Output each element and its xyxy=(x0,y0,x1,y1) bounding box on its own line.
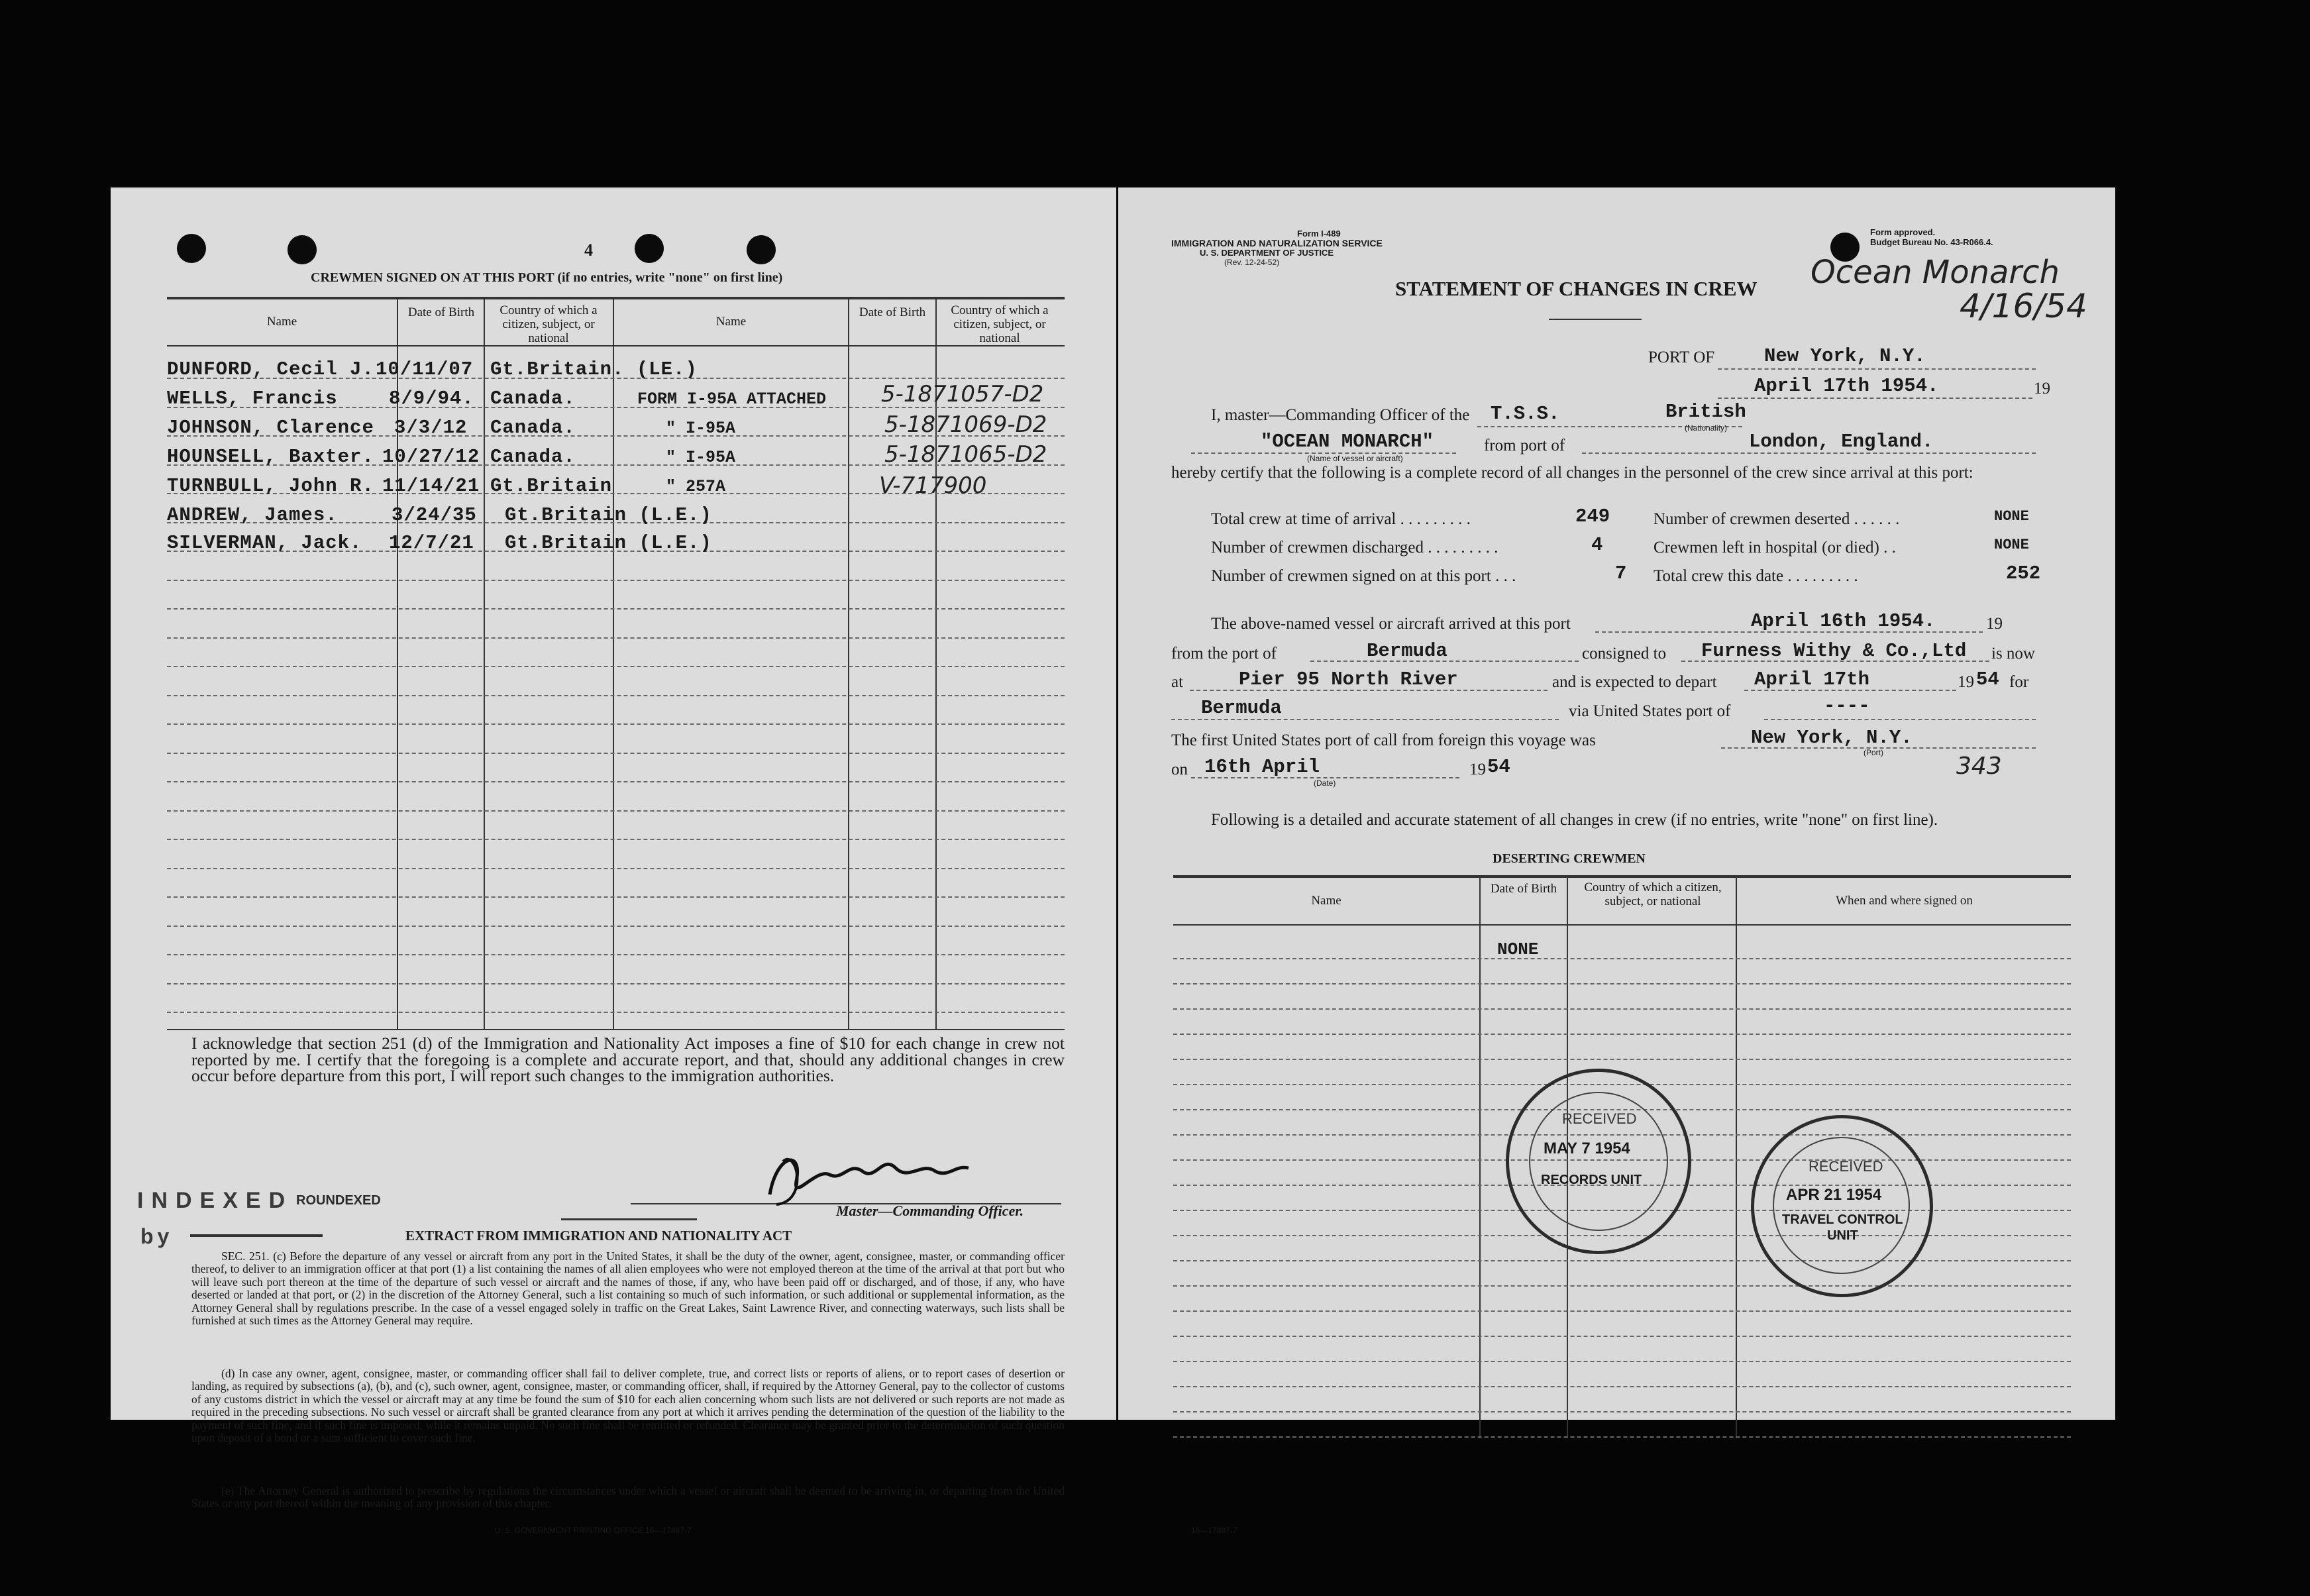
extract-title: EXTRACT FROM IMMIGRATION AND NATIONALITY ACT xyxy=(405,1228,792,1244)
fill-line xyxy=(1744,690,1956,691)
desert-col-name: Name xyxy=(1311,894,1341,908)
report-date-suffix: 19 xyxy=(2034,380,2050,398)
crew-row-name: SILVERMAN, Jack. xyxy=(167,532,362,554)
crew-row-country: Gt.Britain (L.E.) xyxy=(505,504,712,526)
stamp-unit: TRAVEL CONTROL xyxy=(1782,1212,1903,1227)
extract-sec-c: SEC. 251. (c) Before the departure of any vessel or aircraft from any port in the United States, it shall be the duty of the owner, agent, consignee, master, or commanding officer thereof, to deliver to an immigration officer at that port (1) a list containing the names of all alien employees who were not employed thereon at the time of the arrival at that port but who will leave such port thereon at the time of the departure of such vessel or aircraft and the names of those, if any, who have been paid off or discharged, and of those, if any, who have deserted or landed at that port, or (2) in the discretion of the Attorney General, such a list containing so much of such information, or such additional or supplemental information, as the Attorney General shall by regulations prescribe. In the case of a vessel engaged solely in traffic on the Great Lakes, Saint Lawrence River, and connecting waterways, such lists shall be furnished at such times as the Attorney General may require. xyxy=(191,1250,1065,1328)
form-number: Form I-489 xyxy=(1297,229,1341,239)
handwritten-number: V-717900 xyxy=(879,472,987,499)
arrived-value: April 16th 1954. xyxy=(1751,610,1936,632)
punch-hole xyxy=(747,235,776,264)
crew-row-dob: 11/14/21 xyxy=(382,475,480,497)
form-title: STATEMENT OF CHANGES IN CREW xyxy=(1395,277,1758,300)
crew-row-dob: 10/11/07 xyxy=(376,358,474,380)
table-header-border xyxy=(167,345,1065,346)
crew-row-country: Canada. xyxy=(490,446,576,468)
from-the-port-label: from the port of xyxy=(1171,645,1277,663)
fill-line xyxy=(1595,631,1983,633)
punch-hole xyxy=(288,235,317,264)
vessel-caption: (Name of vessel or aircraft) xyxy=(1307,454,1403,463)
fill-line xyxy=(1190,690,1548,691)
rule-line xyxy=(1173,1361,2071,1362)
rule-line xyxy=(1173,1411,2071,1412)
extract-sec-d: (d) In case any owner, agent, consignee, master, or commanding officer shall fail to deliver complete, true, and correct lists or reports of aliens, or to report cases of desertion or landing, as required by subsections (a), (b), and (c), such owner, agent, consignee, master, or commanding officer, shall, if required by the Attorney General, pay to the collector of customs of any customs district in which the vessel or aircraft may at any time be found the sum of $10 for each alien concerning whom such lists are not delivered or such reports are not made as required in the preceding subsections. No such vessel or aircraft shall be granted clearance from any port at which it arrives pending the determination of the question of the liability to the payment of such fine, and if such fine is imposed, while it remains unpaid. No such fine shall be remitted or refunded. Clearance may be granted prior to the determination of such question upon deposit of a bond or a sum sufficient to cover such fine. xyxy=(191,1367,1065,1445)
rule-line xyxy=(1173,1386,2071,1387)
col-header-name-2: Name xyxy=(715,315,747,329)
handwritten-number: 5-1871065-D2 xyxy=(884,441,1047,468)
stamp-unit: RECORDS UNIT xyxy=(1541,1173,1642,1187)
rule-line xyxy=(167,637,1065,639)
via-value: ---- xyxy=(1824,695,1870,717)
rule-line xyxy=(1173,1310,2071,1312)
from-port-label: from port of xyxy=(1484,437,1565,454)
crew-row-note: " I-95A xyxy=(666,419,736,438)
rule-line xyxy=(167,695,1065,696)
on-year-prefix: 19 xyxy=(1469,761,1486,778)
for-value: Bermuda xyxy=(1201,697,1282,719)
at-value: Pier 95 North River xyxy=(1239,668,1458,690)
left-page xyxy=(111,187,1116,1535)
on-value: 16th April xyxy=(1204,756,1320,778)
crew-row-country: Gt.Britain (L.E.) xyxy=(505,532,712,554)
certify-text: hereby certify that the following is a complete record of all changes in the personnel of the crew since arrival at this port: xyxy=(1171,464,1973,482)
on-year: 54 xyxy=(1487,756,1510,778)
received-stamp-records xyxy=(1506,1069,1691,1254)
depart-value: April 17th xyxy=(1754,668,1870,690)
signed-on-value: 7 xyxy=(1615,562,1627,584)
form-footer: 16—17887-7 xyxy=(1191,1526,1237,1535)
rule-line xyxy=(1173,1008,2071,1010)
rule-line xyxy=(167,983,1065,984)
total-date-value: 252 xyxy=(2006,562,2041,584)
table-top-border xyxy=(167,297,1065,299)
discharged-label: Number of crewmen discharged . . . . . . . . . xyxy=(1211,539,1498,557)
rule-line xyxy=(167,896,1065,898)
rule-line xyxy=(1173,1436,2071,1438)
depart-year-prefix: 19 xyxy=(1958,673,1974,691)
none-entry: NONE xyxy=(1497,939,1539,959)
punch-hole xyxy=(635,234,664,263)
handwritten-number: 5-1871069-D2 xyxy=(884,411,1047,438)
extract-sec-e: (e) The Attorney General is authorized to prescribe by regulations the circumstances under which a vessel or aircraft shall be deemed to be arriving in, or departing from the United States or any port thereof within the meaning of any provision of this chapter. xyxy=(191,1484,1065,1511)
signature-caption: Master—Commanding Officer. xyxy=(836,1202,1024,1219)
crew-row-name: WELLS, Francis xyxy=(167,388,338,409)
agency-department: U. S. DEPARTMENT OF JUSTICE xyxy=(1200,248,1334,258)
crew-row-country: Canada. xyxy=(490,417,576,439)
rule-line xyxy=(167,753,1065,754)
deserting-title: DESERTING CREWMEN xyxy=(1493,851,1646,866)
col-header-name: Name xyxy=(266,315,297,329)
crew-row-country: Gt.Britain xyxy=(490,475,613,497)
port-of-label: PORT OF xyxy=(1648,348,1715,366)
rule-line xyxy=(167,954,1065,955)
fill-line xyxy=(1718,398,2032,399)
agency-name: IMMIGRATION AND NATURALIZATION SERVICE xyxy=(1171,238,1383,248)
rule-line xyxy=(1173,1059,2071,1060)
crew-row-name: TURNBULL, John R. xyxy=(167,475,374,497)
first-call-value: New York, N.Y. xyxy=(1751,727,1913,749)
arrived-label: The above-named vessel or aircraft arrived at this port xyxy=(1211,615,1571,633)
depart-year: 54 xyxy=(1976,668,1999,690)
is-now-label: is now xyxy=(1991,645,2035,663)
printing-office-footer: U. S. GOVERNMENT PRINTING OFFICE 16—17887-7 xyxy=(495,1526,692,1535)
fill-line xyxy=(1681,661,1989,662)
rule-line xyxy=(1173,1285,2071,1287)
discharged-value: 4 xyxy=(1591,534,1603,556)
rule-line xyxy=(167,666,1065,667)
crew-row-note: " I-95A xyxy=(666,448,736,467)
rule-line xyxy=(1173,1260,2071,1261)
crew-row-dob: 10/27/12 xyxy=(382,446,480,468)
desert-table-top xyxy=(1173,875,2071,878)
received-stamp-travel-control xyxy=(1751,1115,1933,1297)
hospital-value: NONE xyxy=(1994,537,2029,553)
on-label: on xyxy=(1171,761,1188,778)
by-stamp: by xyxy=(140,1224,174,1248)
crew-row-dob: 3/3/12 xyxy=(394,417,468,439)
total-arrival-label: Total crew at time of arrival . . . . . . . . . xyxy=(1211,510,1471,528)
rule-line xyxy=(167,839,1065,840)
section-title: CREWMEN SIGNED ON AT THIS PORT (if no entries, write "none" on first line) xyxy=(311,270,783,285)
signed-on-label: Number of crewmen signed on at this port . . . xyxy=(1211,567,1516,585)
stamp-received: RECEIVED xyxy=(1809,1158,1883,1175)
rule-line xyxy=(167,723,1065,725)
col-header-dob: Date of Birth xyxy=(407,305,475,319)
rule-line xyxy=(167,580,1065,581)
rule-line xyxy=(167,868,1065,869)
right-page xyxy=(1118,187,2115,1535)
fill-line xyxy=(1718,368,2036,370)
stamp-date: MAY 7 1954 xyxy=(1544,1140,1630,1157)
total-arrival-value: 249 xyxy=(1575,505,1610,527)
crew-row-name: DUNFORD, Cecil J. xyxy=(167,358,374,380)
rule-line xyxy=(167,810,1065,812)
desert-table-header-border xyxy=(1173,924,2071,926)
crew-row-name: HOUNSELL, Baxter. xyxy=(167,446,374,468)
desert-col-when: When and where signed on xyxy=(1836,894,1973,908)
fill-line xyxy=(1764,719,2036,720)
indexed-stamp: INDEXED xyxy=(137,1188,293,1213)
col-header-dob-2: Date of Birth xyxy=(859,305,926,319)
crew-row-country: Canada. xyxy=(490,388,576,409)
depart-label: and is expected to depart xyxy=(1552,673,1717,691)
arrived-year-prefix: 19 xyxy=(1986,615,2003,633)
master-label: I, master—Commanding Officer of the xyxy=(1211,406,1470,424)
handwritten-number: 5-1871057-D2 xyxy=(881,381,1044,407)
handwritten-date: 4/16/54 xyxy=(1960,287,2087,325)
from-port-value: London, England. xyxy=(1749,431,1934,452)
form-approved: Form approved. xyxy=(1870,227,1936,237)
hospital-label: Crewmen left in hospital (or died) . . xyxy=(1654,539,1896,557)
from-the-port-value: Bermuda xyxy=(1367,640,1447,662)
nationality-value: British xyxy=(1665,401,1746,423)
punch-hole xyxy=(177,234,206,263)
crew-row-note: " 257A xyxy=(666,477,726,496)
rule-line xyxy=(1173,983,2071,984)
port-caption: (Port) xyxy=(1864,748,1883,757)
rule-line xyxy=(1173,1336,2071,1337)
rule-line xyxy=(1173,958,2071,959)
vessel-name: "OCEAN MONARCH" xyxy=(1261,431,1434,452)
total-date-label: Total crew this date . . . . . . . . . xyxy=(1654,567,1858,585)
form-revision: (Rev. 12-24-52) xyxy=(1224,258,1280,267)
tss-value: T.S.S. xyxy=(1491,403,1560,425)
port-of-value: New York, N.Y. xyxy=(1764,345,1926,367)
rule-line xyxy=(167,608,1065,610)
crew-row-name: ANDREW, James. xyxy=(167,504,338,526)
col-header-country-2: Country of which a citizen, subject, or national xyxy=(951,303,1049,345)
stamp-unit-2: UNIT xyxy=(1827,1228,1858,1243)
at-label: at xyxy=(1171,673,1184,691)
extract-rule xyxy=(561,1218,697,1220)
crew-row-dob: 8/9/94. xyxy=(389,388,474,409)
crew-row-country: Gt.Britain. (LE.) xyxy=(490,358,698,380)
consigned-label: consigned to xyxy=(1582,645,1667,663)
following-text: Following is a detailed and accurate statement of all changes in crew (if no entries, write "none" on first line). xyxy=(1211,811,1938,829)
handwritten-ship-name: Ocean Monarch xyxy=(1811,254,2060,291)
acknowledgement-text: I acknowledge that section 251 (d) of the Immigration and Nationality Act imposes a fine of $10 for each change in crew not reported by me. I certify that the foregoing is a complete and accurate report, and that, should any additional changes in crew occur before departure from this port, I will report such changes to the immigration authorities. xyxy=(191,1034,1065,1085)
col-header-country: Country of which a citizen, subject, or national xyxy=(499,303,598,345)
stamp-received: RECEIVED xyxy=(1562,1110,1637,1127)
via-label: via United States port of xyxy=(1569,702,1731,720)
budget-bureau: Budget Bureau No. 43-R066.4. xyxy=(1870,237,1993,247)
crew-row-dob: 12/7/21 xyxy=(389,532,474,554)
crew-row-note: FORM I-95A ATTACHED xyxy=(637,390,827,409)
report-date: April 17th 1954. xyxy=(1754,375,1939,397)
fill-line xyxy=(1171,719,1559,720)
first-call-label: The first United States port of call from foreign this voyage was xyxy=(1171,731,1596,749)
col-divider xyxy=(1736,875,1737,1438)
deserted-value: NONE xyxy=(1994,508,2029,525)
stamp-date: APR 21 1954 xyxy=(1786,1186,1882,1204)
table-bottom-border xyxy=(167,1029,1065,1030)
fill-line xyxy=(1310,661,1579,662)
rule-line xyxy=(167,1012,1065,1013)
by-line xyxy=(190,1234,323,1237)
fill-line xyxy=(1582,452,2036,454)
roundexed-stamp: ROUNDEXED xyxy=(296,1193,381,1208)
handwritten-343: 343 xyxy=(1956,753,2002,780)
crew-row-dob: 3/24/35 xyxy=(392,504,477,526)
crew-row-name: JOHNSON, Clarence xyxy=(167,417,374,439)
rule-line xyxy=(1173,1034,2071,1035)
page-number: 4 xyxy=(584,240,593,260)
date-caption: (Date) xyxy=(1314,778,1336,788)
rule-line xyxy=(167,926,1065,927)
deserted-label: Number of crewmen deserted . . . . . . xyxy=(1654,510,1900,528)
nationality-caption: (Nationality) xyxy=(1685,423,1728,433)
rule-line xyxy=(167,781,1065,782)
desert-col-dob: Date of Birth xyxy=(1490,882,1557,896)
for-label: for xyxy=(2009,673,2029,691)
consigned-value: Furness Withy & Co.,Ltd xyxy=(1701,640,1967,662)
desert-col-country: Country of which a citizen, subject, or national xyxy=(1584,880,1722,908)
col-divider xyxy=(1479,875,1481,1438)
title-underline xyxy=(1549,319,1642,320)
